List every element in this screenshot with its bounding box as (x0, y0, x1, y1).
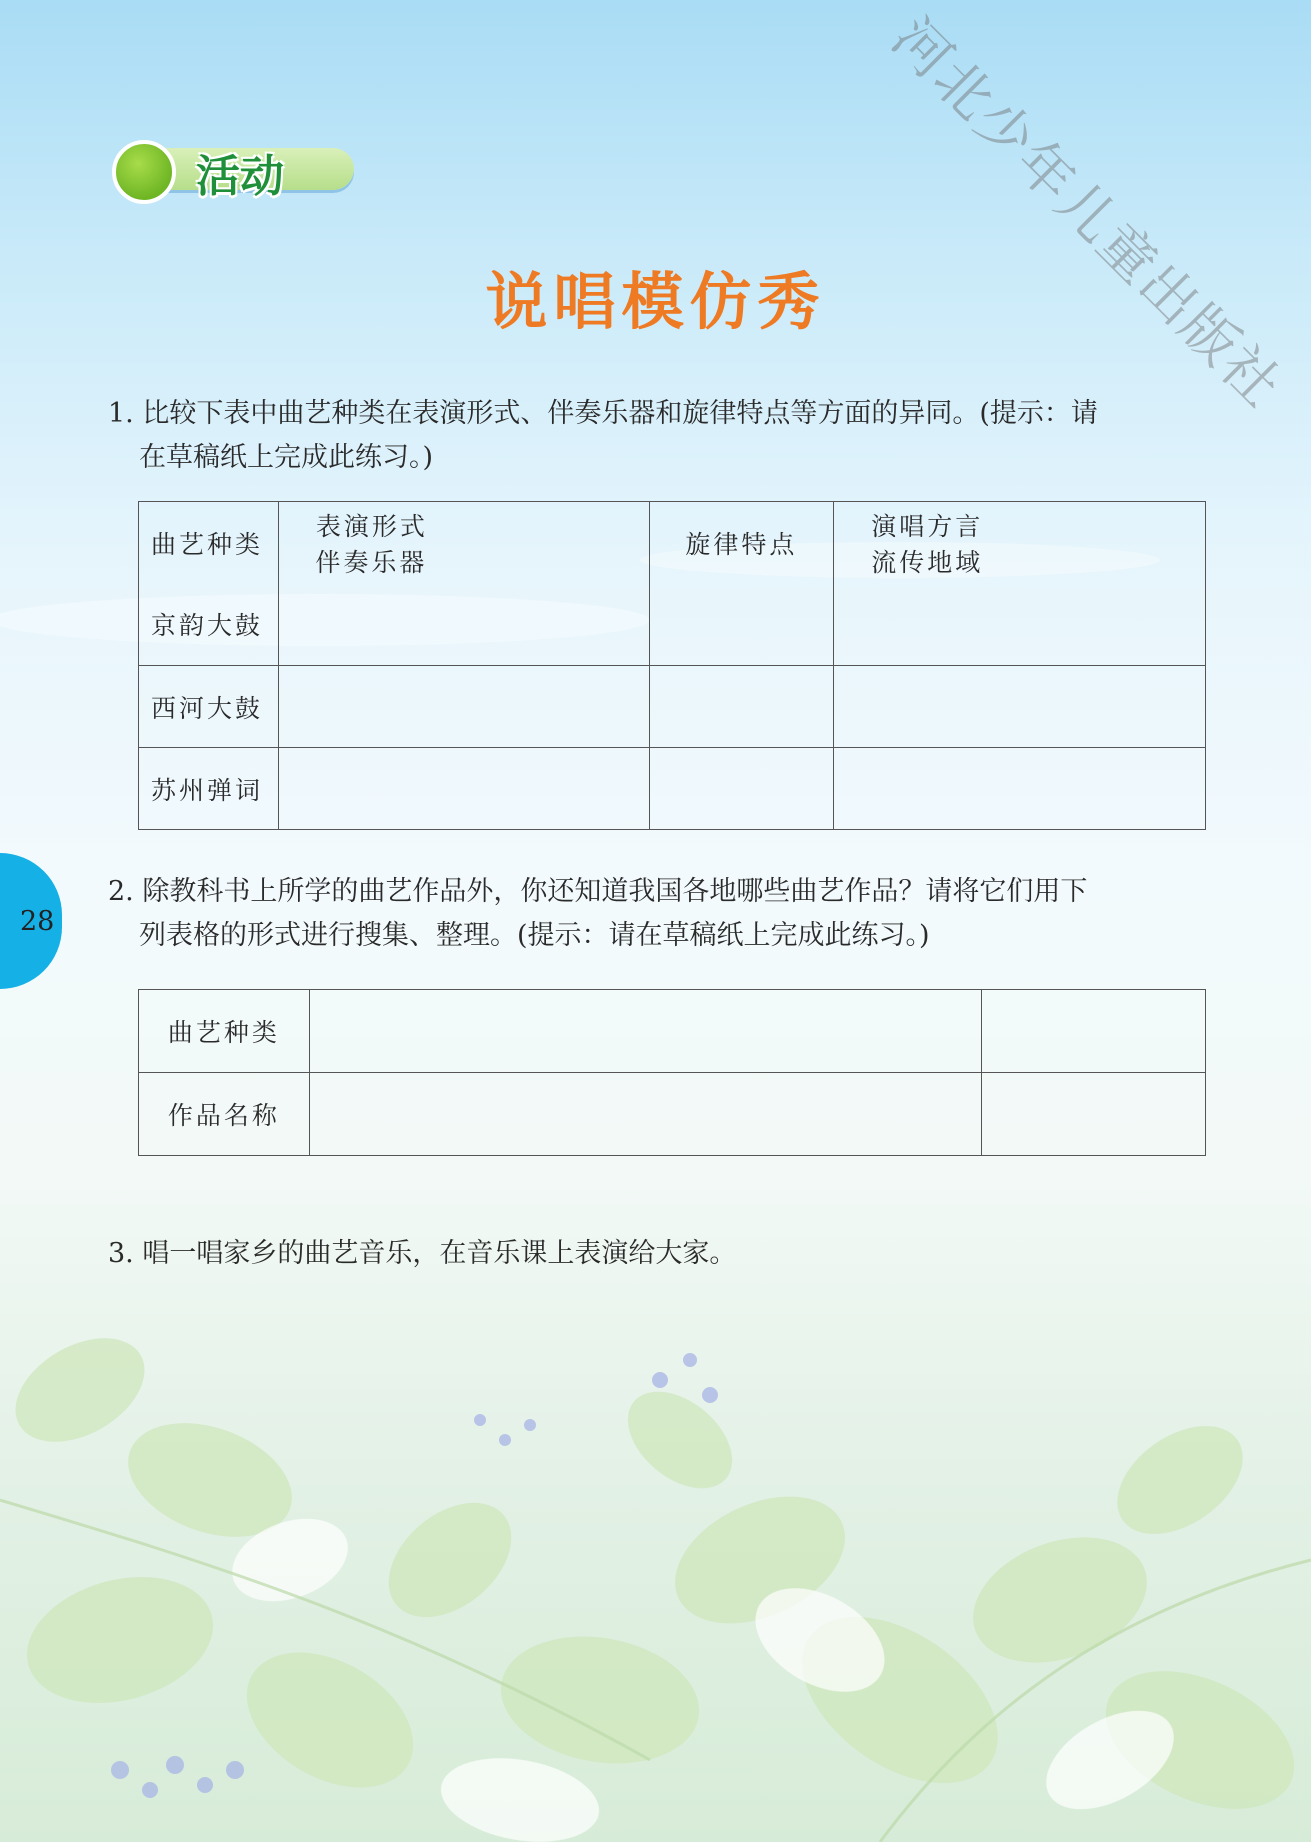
header-cell: 曲艺种类 (139, 502, 279, 584)
blank-cell (309, 990, 981, 1073)
page-title: 说唱模仿秀 (485, 265, 826, 338)
header-cell: 旋律特点 (649, 502, 834, 584)
table-row (139, 748, 1206, 830)
blank-cell (278, 584, 649, 666)
question-1-line-1: 1. 比较下表中曲艺种类在表演形式、伴奏乐器和旋律特点等方面的异同。(提示：请 (108, 398, 1098, 429)
header-cell: 表演形式 (315, 511, 428, 541)
row-label: 西河大鼓 (139, 666, 279, 748)
table-row (139, 1073, 1206, 1156)
header-cell: 演唱方言 (871, 511, 984, 541)
row-label: 作品名称 (139, 1073, 310, 1156)
blank-cell (834, 584, 1206, 666)
green-circle-icon (112, 140, 176, 204)
blank-cell (834, 666, 1206, 748)
blank-cell (649, 666, 834, 748)
table-row (139, 502, 1206, 584)
comparison-table (138, 501, 1206, 830)
blank-cell (278, 666, 649, 748)
blank-cell (649, 584, 834, 666)
question-2 (108, 870, 1208, 958)
question-1-line-2: 在草稿纸上完成此练习。) (139, 442, 434, 473)
question-3: 3. 唱一唱家乡的曲艺音乐，在音乐课上表演给大家。 (108, 1238, 737, 1269)
header-cell: 流传地域 (871, 547, 984, 577)
publisher-watermark: 河北少年儿童出版社 (879, 5, 1295, 421)
table-row (139, 584, 1206, 666)
table-row (139, 990, 1206, 1073)
row-label: 京韵大鼓 (139, 584, 279, 666)
table-row (139, 666, 1206, 748)
blank-cell (982, 1073, 1206, 1156)
blank-cell (649, 748, 834, 830)
blank-cell (834, 748, 1206, 830)
blank-cell (982, 990, 1206, 1073)
collection-table (138, 989, 1206, 1156)
question-1 (108, 392, 1208, 480)
question-2-line-1: 2. 除教科书上所学的曲艺作品外，你还知道我国各地哪些曲艺作品？请将它们用下 (108, 876, 1088, 907)
blank-cell (309, 1073, 981, 1156)
header-cell: 伴奏乐器 (315, 547, 428, 577)
row-label: 苏州弹词 (139, 748, 279, 830)
section-tag-label: 活动 (196, 151, 284, 202)
question-2-line-2: 列表格的形式进行搜集、整理。(提示：请在草稿纸上完成此练习。) (139, 920, 930, 951)
page-number: 28 (20, 906, 55, 937)
blank-cell (278, 748, 649, 830)
row-label: 曲艺种类 (139, 990, 310, 1073)
section-tag (112, 140, 357, 202)
